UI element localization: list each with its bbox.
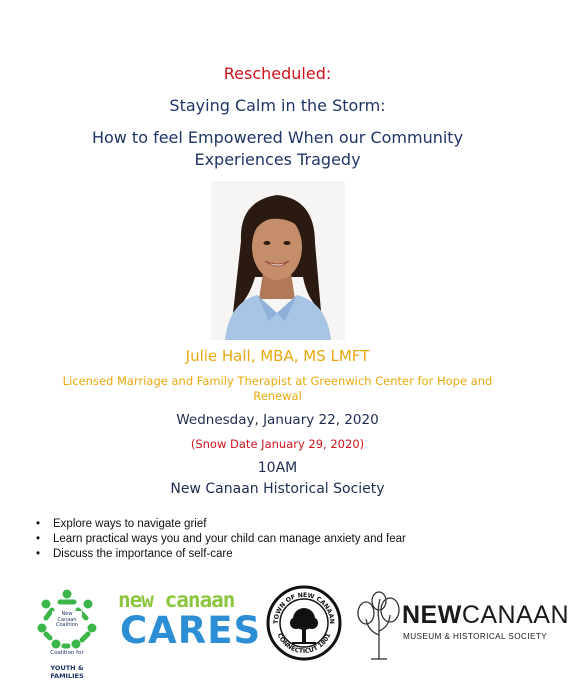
museum-tree-icon xyxy=(356,591,402,661)
new-canaan-cares-logo xyxy=(118,588,262,652)
snow-date: (Snow Date January 29, 2020) xyxy=(190,437,365,451)
presenter-name: Julie Hall, MBA, MS LMFT xyxy=(185,347,370,365)
seal-bottom-text: CONNECTICUT 1801 xyxy=(275,632,333,656)
cares-top-text: new canaan xyxy=(118,588,235,612)
sponsor-logos xyxy=(0,585,569,685)
town-seal-logo xyxy=(266,585,342,661)
list-item: • Discuss the importance of self-care xyxy=(36,547,406,562)
coalition-center-label: New Canaan Coalition xyxy=(56,611,78,628)
coalition-line2: YOUTH & FAMILIES xyxy=(50,664,84,680)
event-date: Wednesday, January 22, 2020 xyxy=(176,412,379,428)
museum-title-light: CANAAN xyxy=(461,601,569,629)
presenter-photo xyxy=(211,181,345,340)
event-title: Staying Calm in the Storm: xyxy=(169,96,386,115)
museum-logo xyxy=(356,591,569,661)
topics-list xyxy=(36,517,406,562)
coalition-line1: Coalition for xyxy=(50,650,84,656)
coalition-center-text xyxy=(52,612,82,629)
event-subtitle-text: How to feel Empowered When our Community Experiences Tragedy xyxy=(91,128,464,169)
seal-top-text: TOWN OF NEW CANAAN xyxy=(272,591,336,625)
museum-title xyxy=(402,601,569,630)
event-venue: New Canaan Historical Society xyxy=(170,481,385,497)
event-subtitle xyxy=(0,127,555,171)
museum-title-bold: NEW xyxy=(402,601,462,629)
cares-bottom-text: CARES xyxy=(120,609,262,652)
list-item: • Learn practical ways you and your child can manage anxiety and fear xyxy=(36,532,406,547)
event-time: 10AM xyxy=(257,460,298,476)
museum-subtitle: MUSEUM & HISTORICAL SOCIETY xyxy=(403,632,548,641)
coalition-logo xyxy=(34,588,100,678)
rescheduled-label: Rescheduled: xyxy=(223,64,332,83)
presenter-role: Licensed Marriage and Family Therapist at Greenwich Center for Hope and Renewal xyxy=(62,374,493,403)
list-item: • Explore ways to navigate grief xyxy=(36,517,406,532)
